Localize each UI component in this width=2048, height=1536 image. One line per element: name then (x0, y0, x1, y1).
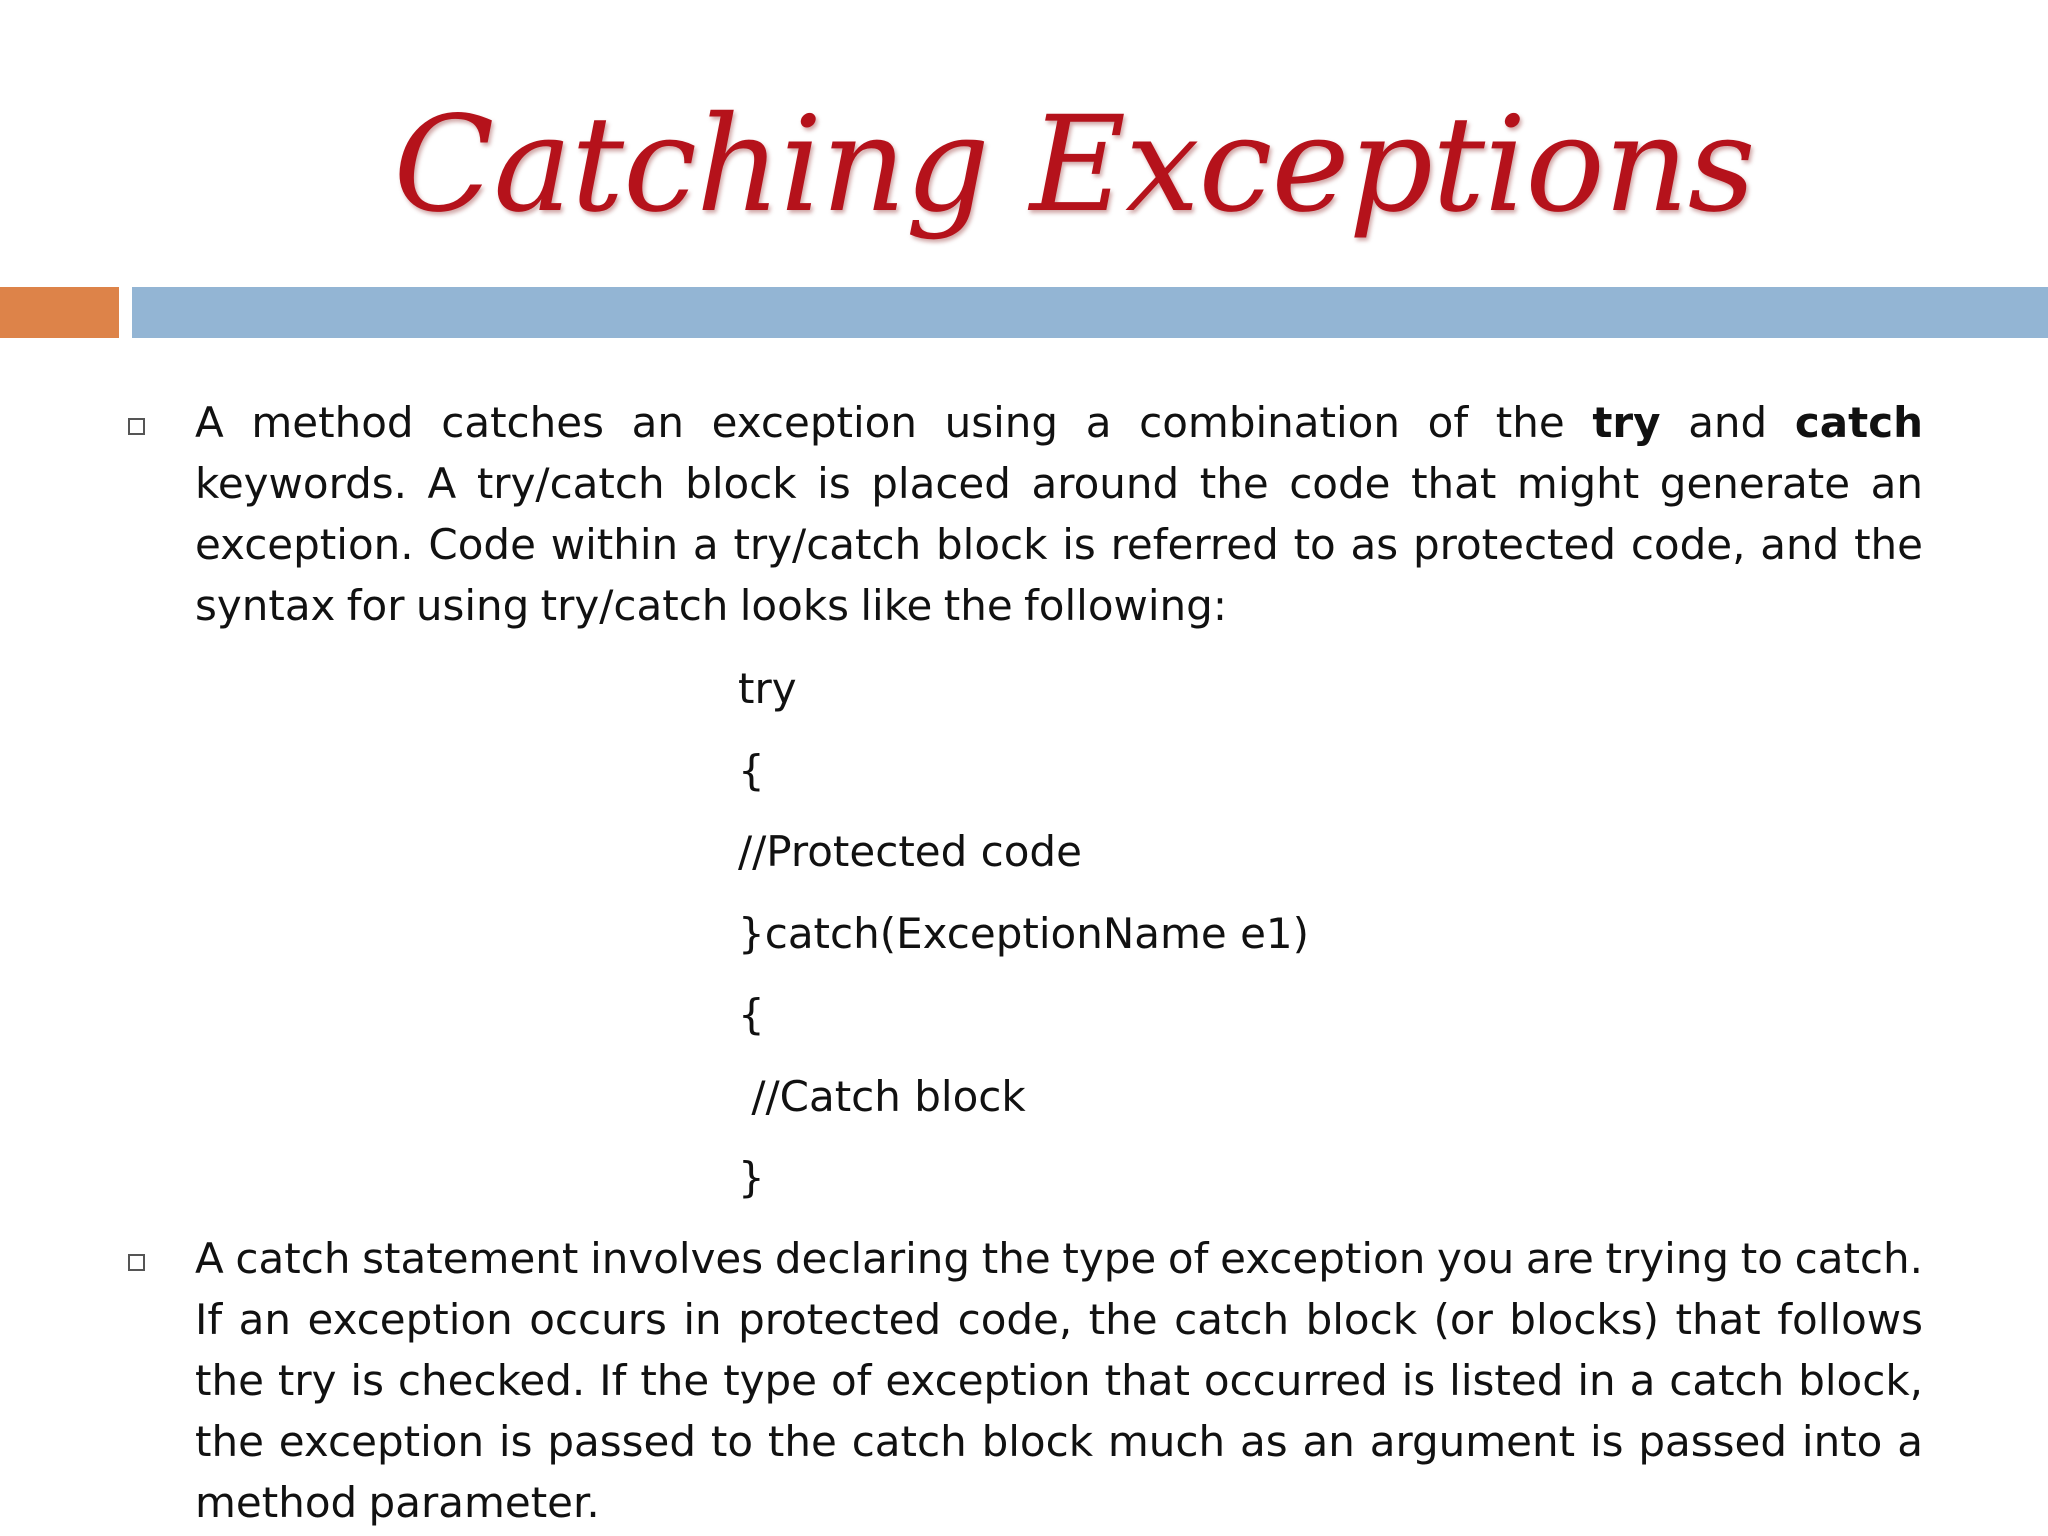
accent-bar-blue (132, 287, 2048, 338)
code-line: //Protected code (738, 827, 1082, 876)
code-line: } (738, 1153, 765, 1202)
code-line: { (738, 990, 765, 1039)
slide-title: Catching Exceptions (393, 88, 1755, 242)
code-line: try (738, 664, 797, 713)
code-line: //Catch block (738, 1071, 1026, 1121)
code-line: { (738, 745, 765, 795)
code-line: }catch(ExceptionName e1) (738, 908, 1310, 958)
bullet-paragraph-catch-statement: A catch statement involves declaring the type of exception you are trying to catch. If an exception occurs in protected code, the catch block (or blocks) that follows the try is checked. If the type of exception that occurred is listed in a catch block, the exception is passed to the catch block much as an argument is passed into a method parameter. (195, 1234, 1923, 1527)
hollow-square-icon (128, 418, 145, 435)
bullet-paragraph-try-catch: A method catches an exception using a combination of the try and catch keywords. A try/catch block is placed around the code that might generate an exception. Code within a try/catch block is referred to as protected code, and the syntax for using try/catch looks like the following: (195, 398, 1924, 630)
accent-bar-orange (0, 287, 119, 338)
hollow-square-icon (128, 1254, 145, 1271)
code-block (738, 658, 1309, 1229)
